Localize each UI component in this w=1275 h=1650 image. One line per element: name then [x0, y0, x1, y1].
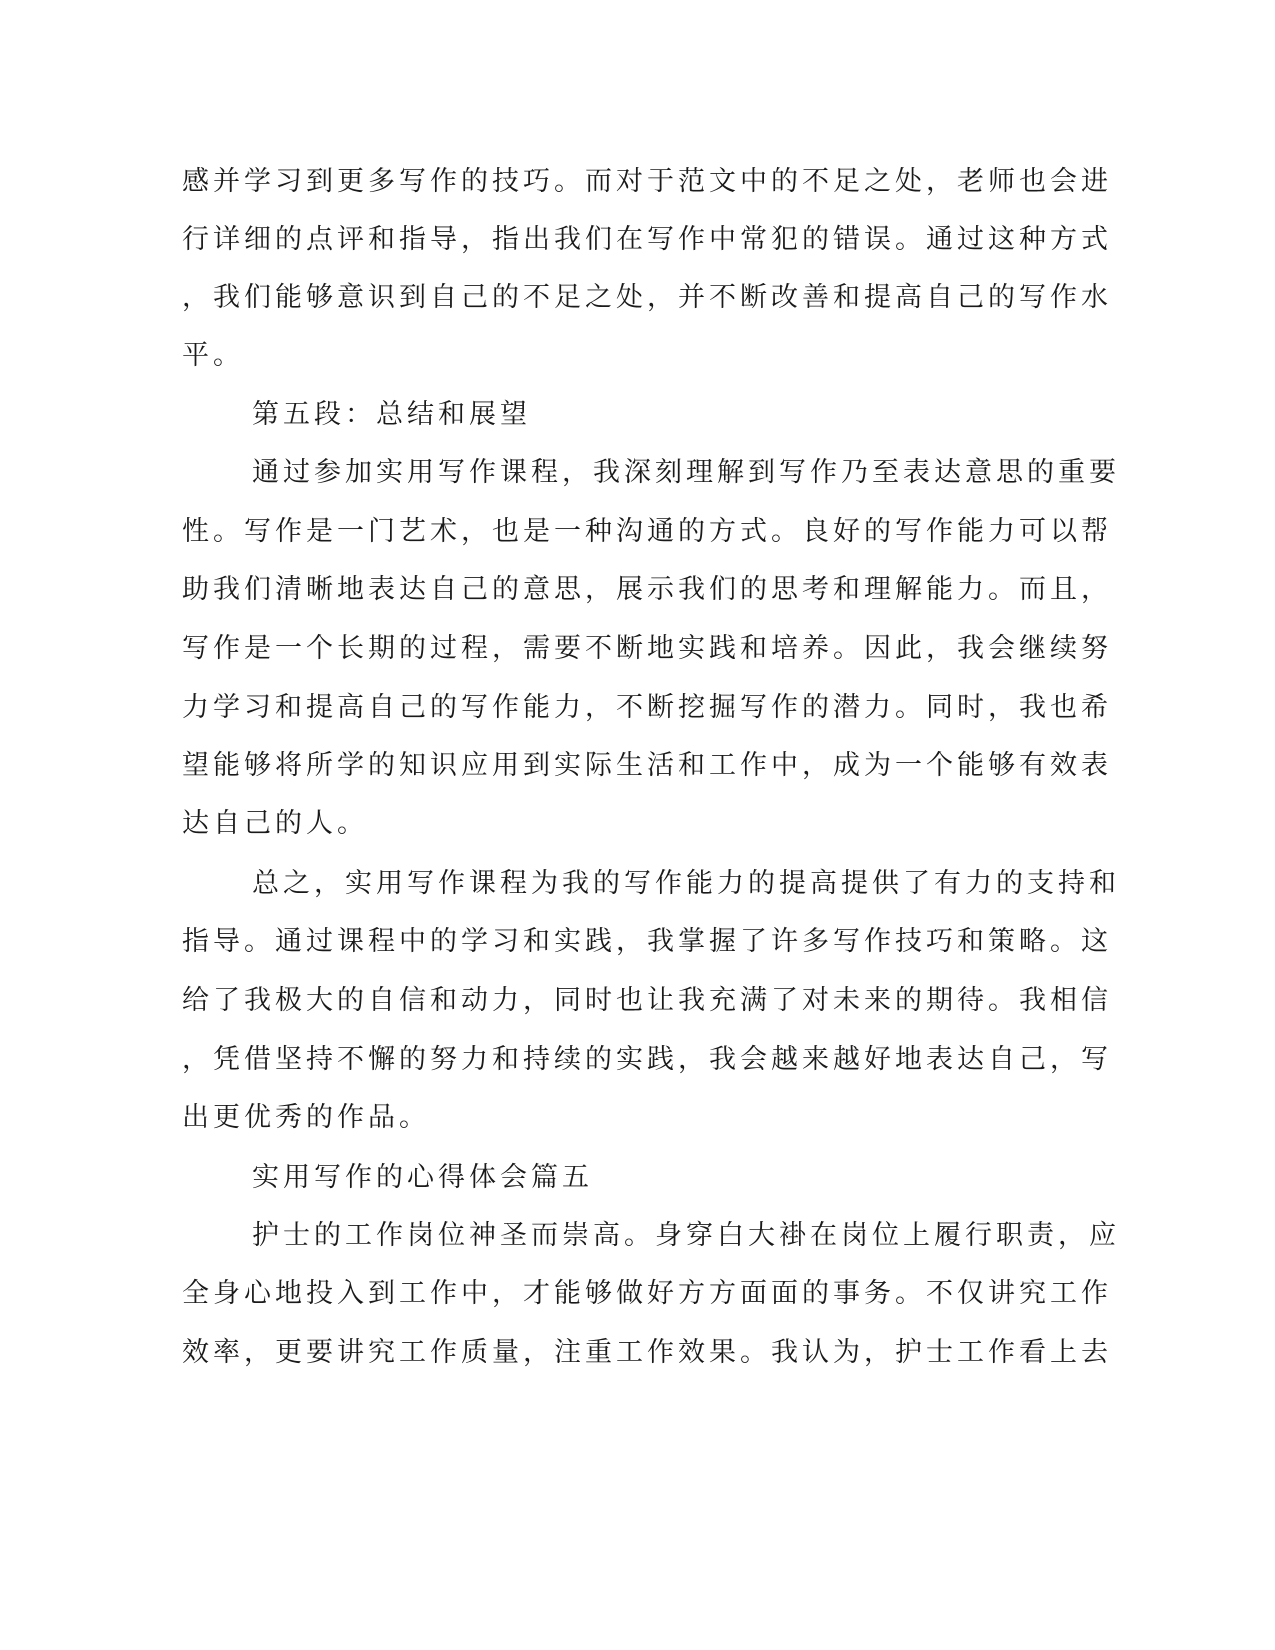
- text-line: ，我们能够意识到自己的不足之处，并不断改善和提高自己的写作水: [182, 282, 1112, 313]
- text-line: 护士的工作岗位神圣而崇高。身穿白大褂在岗位上履行职责，应: [252, 1220, 1120, 1251]
- text-line: 出更优秀的作品。: [182, 1102, 430, 1133]
- text-line: 达自己的人。: [182, 808, 368, 839]
- text-line: 指导。通过课程中的学习和实践，我掌握了许多写作技巧和策略。这: [182, 926, 1112, 957]
- section-heading: 第五段：总结和展望: [252, 399, 531, 430]
- text-line: 通过参加实用写作课程，我深刻理解到写作乃至表达意思的重要: [252, 457, 1120, 488]
- text-line: 给了我极大的自信和动力，同时也让我充满了对未来的期待。我相信: [182, 985, 1112, 1016]
- text-line: 全身心地投入到工作中，才能够做好方方面面的事务。不仅讲究工作: [182, 1278, 1112, 1309]
- text-line: 性。写作是一门艺术，也是一种沟通的方式。良好的写作能力可以帮: [182, 516, 1112, 547]
- text-line: 力学习和提高自己的写作能力，不断挖掘写作的潜力。同时，我也希: [182, 692, 1112, 723]
- text-line: 感并学习到更多写作的技巧。而对于范文中的不足之处，老师也会进: [182, 166, 1112, 197]
- text-line: 平。: [182, 340, 244, 371]
- text-line: ，凭借坚持不懈的努力和持续的实践，我会越来越好地表达自己，写: [182, 1044, 1112, 1075]
- text-line: 总之，实用写作课程为我的写作能力的提高提供了有力的支持和: [252, 868, 1120, 899]
- text-line: 写作是一个长期的过程，需要不断地实践和培养。因此，我会继续努: [182, 633, 1112, 664]
- section-heading: 实用写作的心得体会篇五: [252, 1162, 593, 1193]
- text-line: 望能够将所学的知识应用到实际生活和工作中，成为一个能够有效表: [182, 750, 1112, 781]
- text-line: 效率，更要讲究工作质量，注重工作效果。我认为，护士工作看上去: [182, 1337, 1112, 1368]
- text-line: 助我们清晰地表达自己的意思，展示我们的思考和理解能力。而且，: [182, 574, 1112, 605]
- text-line: 行详细的点评和指导，指出我们在写作中常犯的错误。通过这种方式: [182, 224, 1112, 255]
